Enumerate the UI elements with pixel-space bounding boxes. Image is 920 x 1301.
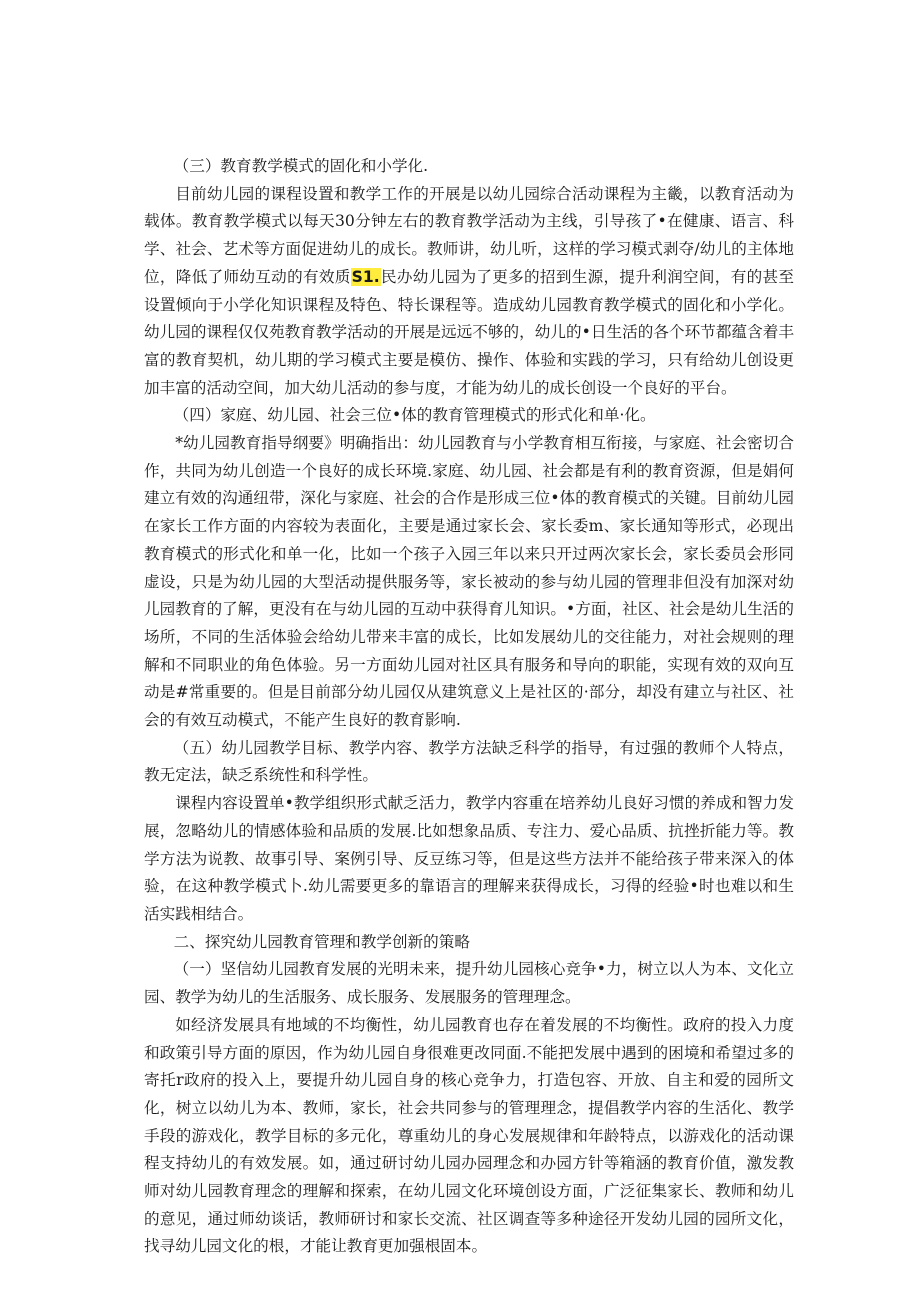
heading-section-4: （四）家庭、幼儿园、社会三位•体的教育管理模式的形式化和单·化。 bbox=[173, 406, 656, 425]
paragraph-text: 目前幼儿园的课程设置和教学工作的开展是以幼儿园综合活动课程为主畿，以教育活动为载体。教育教学模式以每天30分钟左右的教育教学活动为主线，引导孩了•在健康、语言、科学、社会、艺术等方面促进幼儿的成长。教师讲，幼儿听，这样的学习模式剥夺/幼儿的主体地位，降低了师幼互动的有效质 bbox=[144, 184, 794, 286]
paragraph-text: 民办幼儿园为了更多的招到生源，提升利润空间，有的甚至设置倾向于小学化知识课程及特色、特长课程等。造成幼儿园教育教学模式的固化和小学化。幼儿园的课程仅仅苑教育教学活动的开展是远远不够的，幼儿的•日生活的各个环节都蕴含着丰富的教育契机，幼儿期的学习模式主要是模仿、操作、体验和实践的学习，只有给幼儿创设更加丰富的活动空间，加大幼儿活动的参与度，才能为幼儿的成长创设一个良好的平台。 bbox=[144, 267, 794, 397]
paragraph-section-4: *幼儿园教育指导纲要》明确指出：幼儿园教育与小学教育相互衔接，与家庭、社会密切合作，共同为幼儿创造一个良好的成长环境.家庭、幼儿园、社会都是有利的教育资源，但是娟何建立有效的沟通纽带，深化与家庭、社会的合作是形成三位•体的教育模式的关键。目前幼儿园在家长工作方面的内容较为表面化，主要是通过家长会、家长委m、家长通知等形式，必现出教育模式的形式化和单一化，比如一个孩子入园三年以来只开过两次家长会，家长委员会形同虚设，只是为幼儿园的大型活动提供服务等，家长被动的参与幼儿园的管理非但没有加深对幼儿园教育的了解，更没有在与幼儿园的互动中获得育儿知识。•方面，社区、社会是幼儿生活的场所，不同的生活体验会给幼儿带来丰富的成长，比如发展幼儿的交往能力，对社会规则的理解和不同职业的角色体验。另一方面幼儿园对社区具有服务和导向的职能，实现有效的双向互动是#常重要的。但是目前部分幼儿园仅从建筑意义上是社区的·部分，却没有建立与社区、社会的有效互动模式，不能产生良好的教育影响. bbox=[144, 434, 794, 730]
heading-section-3: （三）教育教学模式的固化和小学化. bbox=[173, 157, 429, 175]
heading-section-5: （五）幼儿园教学目标、教学内容、教学方法缺乏科学的指导，有过强的教师个人特点，教无定法，缺乏系统性和科学性。 bbox=[144, 738, 794, 785]
section-2-title: 二、探究幼儿园教育管理和教学创新的策略 bbox=[173, 932, 470, 951]
heading-section-2-1: （一）坚信幼儿园教育发展的光明未来，提升幼儿园核心竞争•力，树立以人为本、文化立园、教学为幼儿的生活服务、成长服务、发展服务的管理理念。 bbox=[144, 960, 794, 1007]
paragraph-section-3 bbox=[144, 181, 794, 403]
paragraph-section-5: 课程内容设置单•教学组织形式献乏活力，教学内容重在培养幼儿良好习惯的养成和智力发展，忽略幼儿的情感体验和品质的发展.比如想象品质、专注力、爱心品质、抗挫折能力等。教学方法为说教、故事引导、案例引导、反豆练习等，但是这些方法并不能给孩子带来深入的体验，在这种教学模式卜.幼儿需要更多的靠语言的理解来获得成长，习得的经验•时也难以和生活实践相结合。 bbox=[144, 794, 794, 923]
document-body bbox=[144, 153, 794, 1261]
highlighted-text: S1. bbox=[351, 267, 380, 286]
paragraph-section-2-1: 如经济发展具有地域的不均衡性，幼儿园教育也存在着发展的不均衡性。政府的投入力度和政策引导方面的原因，作为幼儿园自身很难更改同面.不能把发展中遇到的困境和希望过多的寄托r政府的投入上，要提升幼儿园自身的核心竞争力，打造包容、开放、自主和爱的园所文化，树立以幼儿为本、教师，家长，社会共同参与的管理理念，提倡教学内容的生活化、教学手段的游戏化，教学目标的多元化，尊重幼儿的身心发展规律和年龄特点，以游戏化的活动课程支持幼儿的有效发展。如，通过研讨幼儿园办园理念和办园方针等箱涵的教育价值，激发教师对幼儿园教育理念的理解和探索，在幼儿园文化环境创设方面，广泛征集家长、教师和幼儿的意见，通过师幼谈话，教师研讨和家长交流、社区调查等多种途径开发幼儿园的园所文化，找寻幼儿园文化的根，才能让教育更加强根固本。 bbox=[144, 1015, 794, 1256]
